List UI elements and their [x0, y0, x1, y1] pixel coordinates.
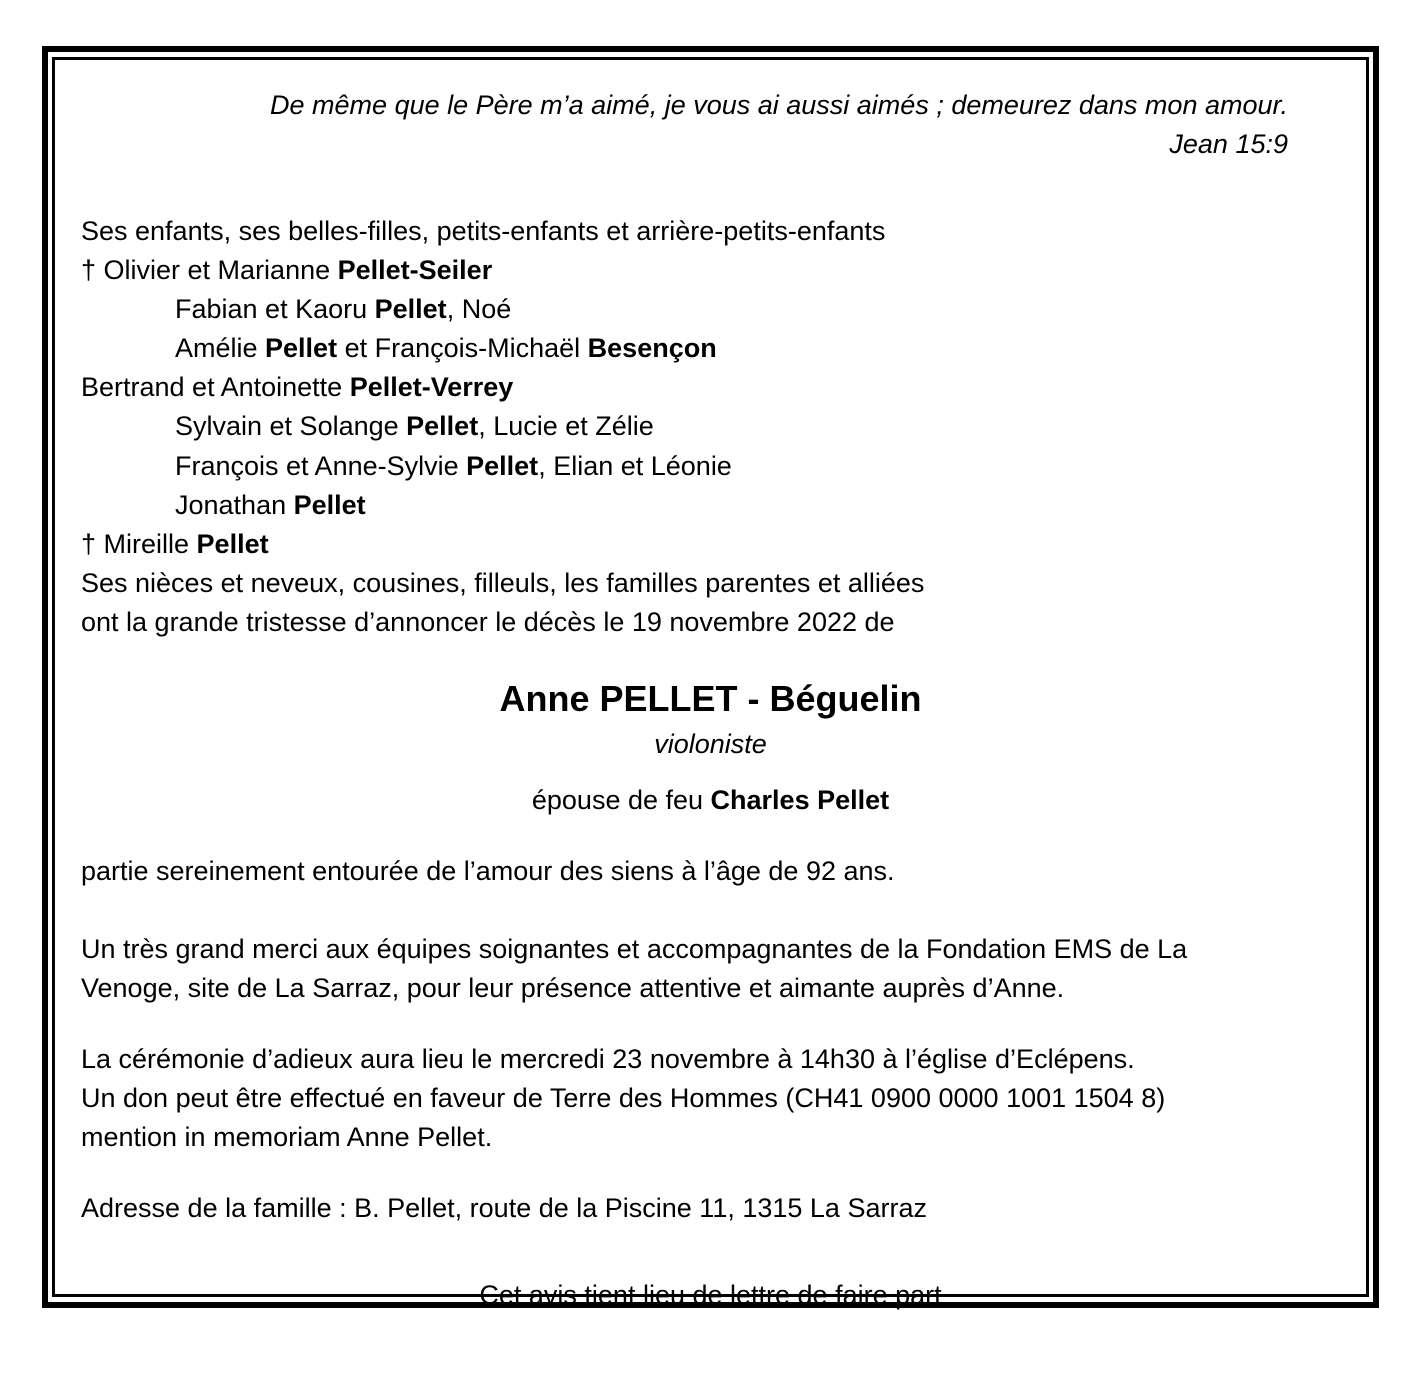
relatives-line: Ses nièces et neveux, cousines, filleuls, les familles parentes et alliées — [81, 568, 925, 598]
family-intro: Ses enfants, ses belles-filles, petits-enfants et arrière-petits-enfants — [81, 216, 886, 246]
passing-line: partie sereinement entourée de l’amour des siens à l’âge de 92 ans. — [81, 856, 895, 886]
donation-line: Un don peut être effectué en faveur de Terre des Hommes (CH41 0900 0000 1001 1504 8) — [81, 1083, 1166, 1113]
family-row: Bertrand et Antoinette Pellet-Verrey — [81, 372, 514, 402]
deceased-name: Anne PELLET - Béguelin — [499, 678, 922, 719]
family-row: Jonathan Pellet — [175, 490, 366, 520]
thanks-line: Venoge, site de La Sarraz, pour leur présence attentive et aimante auprès d’Anne. — [81, 973, 1065, 1003]
thanks-line: Un très grand merci aux équipes soignantes et accompagnantes de la Fondation EMS de La — [81, 934, 1188, 964]
cross-symbol: † — [81, 529, 97, 559]
spouse-line: épouse de feu Charles Pellet — [531, 785, 890, 815]
family-row: Fabian et Kaoru Pellet, Noé — [175, 294, 512, 324]
ceremony-line: La cérémonie d’adieux aura lieu le mercredi 23 novembre à 14h30 à l’église d’Eclépens. — [81, 1044, 1135, 1074]
deceased-profession: violoniste — [654, 729, 767, 759]
family-address: Adresse de la famille : B. Pellet, route de la Piscine 11, 1315 La Sarraz — [81, 1193, 927, 1223]
donation-mention: mention in memoriam Anne Pellet. — [81, 1122, 493, 1152]
family-row: † Olivier et Marianne Pellet-Seiler — [81, 255, 493, 285]
family-row: François et Anne-Sylvie Pellet, Elian et Léonie — [175, 451, 732, 481]
verse-reference: Jean 15:9 — [1169, 129, 1288, 159]
family-row: † Mireille Pellet — [81, 529, 269, 559]
family-row: Sylvain et Solange Pellet, Lucie et Zélie — [175, 411, 654, 441]
cross-symbol: † — [81, 255, 97, 285]
footer-note: Cet avis tient lieu de lettre de faire part — [479, 1280, 942, 1310]
announcement-line: ont la grande tristesse d’annoncer le décès le 19 novembre 2022 de — [81, 607, 895, 637]
bible-verse: De même que le Père m’a aimé, je vous ai aussi aimés ; demeurez dans mon amour. — [270, 90, 1288, 120]
family-row: Amélie Pellet et François-Michaël Besençon — [175, 333, 717, 363]
